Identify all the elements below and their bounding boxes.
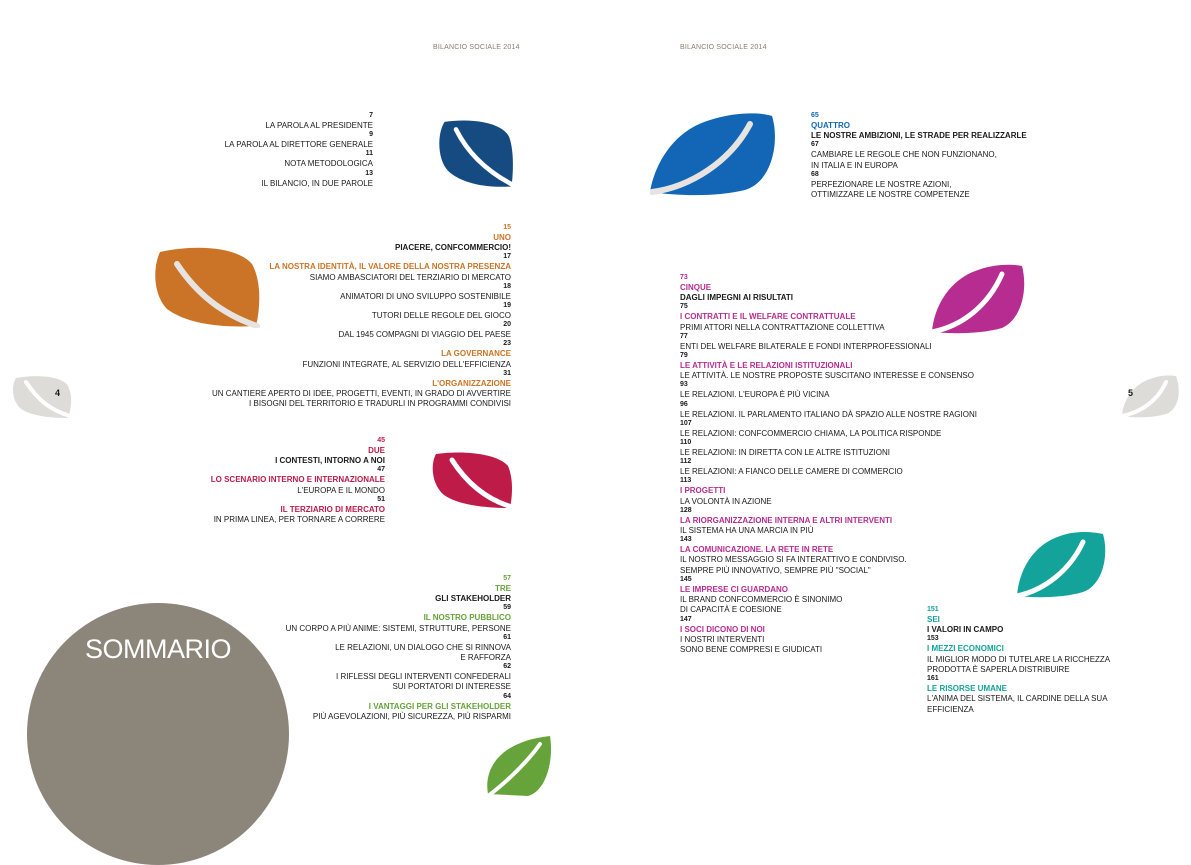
section-label: CINQUE [680, 282, 712, 292]
section-label: TRE [495, 583, 511, 593]
toc-page-number: 62 [503, 663, 511, 671]
toc-page-number: 93 [680, 381, 688, 389]
toc-entry: UN CORPO A PIÙ ANIME: SISTEMI, STRUTTURE, PERSONE [285, 623, 511, 633]
toc-subsection-title: LO SCENARIO INTERNO E INTERNAZIONALE [210, 475, 385, 485]
toc-entry: LE ATTIVITÀ. LE NOSTRE PROPOSTE SUSCITANO INTERESSE E CONSENSO [680, 371, 974, 381]
section-label: UNO [493, 232, 511, 242]
toc-due [211, 437, 385, 525]
toc-entry: IN PRIMA LINEA, PER TORNARE A CORRERE [213, 515, 385, 525]
toc-page-number: 20 [503, 321, 511, 329]
toc-page-number: 77 [680, 332, 688, 340]
section-title: LE NOSTRE AMBIZIONI, LE STRADE PER REALIZZARLE [811, 131, 1027, 141]
toc-subsection-title: I VANTAGGI PER GLI STAKEHOLDER [368, 701, 511, 711]
toc-entry: LE RELAZIONI: IN DIRETTA CON LE ALTRE ISTITUZIONI [680, 447, 890, 457]
toc-entry: DAL 1945 COMPAGNI DI VIAGGIO DEL PAESE [338, 330, 511, 340]
toc-page-number: 147 [680, 615, 692, 623]
toc-subsection-title: IL NOSTRO PUBBLICO [423, 613, 511, 623]
section-number: 151 [927, 606, 939, 613]
toc-page-number: 75 [680, 303, 688, 311]
toc-page-number: 96 [680, 400, 688, 408]
toc-entry: IL MIGLIOR MODO DI TUTELARE LA RICCHEZZA [927, 654, 1111, 664]
leaf-quattro-icon [650, 112, 778, 196]
toc-entry: LA VOLONTÀ IN AZIONE [680, 496, 772, 506]
toc-entry: EFFICIENZA [927, 704, 974, 714]
toc-entry: LE RELAZIONI: A FIANCO DELLE CAMERE DI COMMERCIO [680, 467, 903, 477]
toc-entry: LA PAROLA AL PRESIDENTE [265, 120, 373, 130]
toc-quattro [811, 112, 1027, 200]
running-header-right: BILANCIO SOCIALE 2014 [680, 44, 767, 51]
section-number: 65 [811, 112, 819, 119]
toc-page-number: 51 [377, 495, 385, 503]
toc-entry: E RAFFORZA [460, 653, 511, 663]
toc-entry: PIÙ AGEVOLAZIONI, PIÙ SICUREZZA, PIÙ RISPARMI [312, 711, 511, 721]
toc-tre [286, 575, 511, 722]
toc-entry: LA PAROLA AL DIRETTORE GENERALE [224, 140, 373, 150]
toc-subsection-title: LA COMUNICAZIONE. LA RETE IN RETE [680, 545, 834, 555]
toc-page-number: 143 [680, 536, 692, 544]
section-label: DUE [368, 445, 385, 455]
toc-page-number: 153 [927, 635, 939, 643]
sommario-title: SOMMARIO [85, 634, 232, 664]
toc-uno [212, 224, 511, 409]
toc-page-number: 110 [680, 439, 692, 447]
toc-entry: CAMBIARE LE REGOLE CHE NON FUNZIONANO, [811, 150, 997, 160]
section-title: DAGLI IMPEGNI AI RISULTATI [680, 293, 794, 303]
toc-sei [927, 606, 1110, 715]
toc-subsection-title: I MEZZI ECONOMICI [927, 644, 1004, 654]
toc-subsection-title: LA RIORGANIZZAZIONE INTERNA E ALTRI INTERVENTI [680, 515, 893, 525]
section-label: SEI [927, 614, 940, 624]
toc-entry: UN CANTIERE APERTO DI IDEE, PROGETTI, EVENTI, IN GRADO DI AVVERTIRE [211, 389, 511, 399]
toc-page-number: 17 [503, 253, 511, 261]
page-number-left: 4 [55, 388, 61, 398]
toc-entry: LE RELAZIONI: CONFCOMMERCIO CHIAMA, LA POLITICA RISPONDE [680, 428, 942, 438]
toc-page-number: 128 [680, 506, 692, 514]
toc-page-number: 18 [503, 282, 511, 290]
toc-entry: LE RELAZIONI. IL PARLAMENTO ITALIANO DÀ SPAZIO ALLE NOSTRE RAGIONI [680, 409, 977, 419]
leaf-page-left-icon [12, 374, 72, 418]
toc-page-number: 31 [503, 369, 511, 377]
toc-subsection-title: I PROGETTI [680, 486, 726, 496]
toc-entry: FUNZIONI INTEGRATE, AL SERVIZIO DELL'EFFICIENZA [302, 359, 511, 369]
toc-page-number: 64 [503, 692, 511, 700]
toc-subsection-title: LE ATTIVITÀ E LE RELAZIONI ISTITUZIONALI [680, 360, 853, 370]
toc-entry: PRIMI ATTORI NELLA CONTRATTAZIONE COLLETTIVA [680, 322, 885, 332]
toc-page-number: 161 [927, 675, 939, 683]
section-number: 73 [680, 274, 688, 281]
toc-page-number: 67 [811, 141, 819, 149]
toc-intro [225, 112, 373, 189]
toc-entry: IN ITALIA E IN EUROPA [811, 160, 898, 170]
toc-entry: I RIFLESSI DEGLI INTERVENTI CONFEDERALI [336, 672, 511, 682]
toc-page-number: 107 [680, 419, 692, 427]
toc-subsection-title: I CONTRATTI E IL WELFARE CONTRATTUALE [680, 312, 856, 322]
toc-entry: SIAMO AMBASCIATORI DEL TERZIARIO DI MERCATO [309, 272, 511, 282]
toc-page-number: 19 [503, 302, 511, 310]
toc-page-number: 47 [377, 466, 385, 474]
section-title: I CONTESTI, INTORNO A NOI [275, 456, 385, 466]
toc-entry: TUTORI DELLE REGOLE DEL GIOCO [371, 310, 511, 320]
toc-page-number: 11 [365, 150, 373, 158]
toc-entry: I NOSTRI INTERVENTI [680, 634, 765, 644]
toc-page-number: 23 [503, 340, 511, 348]
section-number: 15 [503, 224, 511, 231]
toc-entry: OTTIMIZZARE LE NOSTRE COMPETENZE [811, 190, 970, 200]
toc-entry: IL SISTEMA HA UNA MARCIA IN PIÙ [680, 526, 814, 535]
toc-page-number: 9 [369, 131, 373, 139]
toc-entry: IL BRAND CONFCOMMERCIO È SINONIMO [680, 595, 843, 605]
toc-entry: L'ANIMA DEL SISTEMA, IL CARDINE DELLA SUA [927, 694, 1108, 704]
toc-subsection-title: LA GOVERNANCE [441, 349, 511, 359]
toc-entry: SEMPRE PIÙ INNOVATIVO, SEMPRE PIÙ "SOCIAL" [680, 565, 871, 575]
section-title: PIACERE, CONFCOMMERCIO! [395, 243, 511, 253]
toc-page-number: 112 [680, 458, 692, 466]
section-title: GLI STAKEHOLDER [435, 594, 511, 604]
leaf-intro-icon [437, 118, 513, 188]
leaf-sei-icon [1015, 530, 1107, 600]
toc-entry: L'EUROPA E IL MONDO [297, 485, 385, 495]
toc-page-number: 145 [680, 575, 692, 583]
section-label: QUATTRO [811, 120, 850, 130]
toc-page-number: 68 [811, 170, 819, 178]
toc-subsection-title: LE RISORSE UMANE [927, 684, 1008, 694]
leaf-tre-icon [468, 736, 554, 796]
toc-entry: IL NOSTRO MESSAGGIO SI FA INTERATTIVO E CONDIVISO. [680, 555, 907, 565]
toc-subsection-title: I SOCI DICONO DI NOI [680, 624, 765, 634]
page-number-right: 5 [1128, 388, 1134, 398]
section-title: I VALORI IN CAMPO [927, 625, 1004, 635]
toc-entry: DI CAPACITÀ E COESIONE [680, 605, 782, 615]
toc-entry: SONO BENE COMPRESI E GIUDICATI [680, 644, 823, 654]
toc-page-number: 59 [503, 604, 511, 612]
toc-subsection-title: IL TERZIARIO DI MERCATO [280, 504, 385, 514]
toc-entry: IL BILANCIO, IN DUE PAROLE [261, 178, 373, 188]
toc-entry: PERFEZIONARE LE NOSTRE AZIONI, [811, 179, 952, 189]
toc-page-number: 7 [369, 112, 373, 119]
toc-entry: LE RELAZIONI, UN DIALOGO CHE SI RINNOVA [335, 642, 511, 652]
toc-entry: LE RELAZIONI. L'EUROPA È PIÙ VICINA [680, 390, 830, 400]
leaf-due-icon [430, 450, 512, 508]
toc-page-number: 13 [365, 169, 373, 177]
toc-entry: PRODOTTA È SAPERLA DISTRIBUIRE [927, 664, 1070, 674]
toc-entry: I BISOGNI DEL TERRITORIO E TRADURLI IN PROGRAMMI CONDIVISI [249, 399, 511, 409]
toc-entry: SUI PORTATORI DI INTERESSE [392, 682, 511, 692]
section-number: 57 [503, 575, 511, 582]
toc-entry: ENTI DEL WELFARE BILATERALE E FONDI INTERPROFESSIONALI [680, 341, 932, 351]
toc-subsection-title: LE IMPRESE CI GUARDANO [680, 584, 789, 594]
toc-page-number: 113 [680, 477, 692, 485]
toc-subsection-title: LA NOSTRA IDENTITÀ, IL VALORE DELLA NOSTRA PRESENZA [269, 262, 511, 272]
section-number: 45 [377, 437, 385, 444]
toc-page-number: 61 [503, 633, 511, 641]
toc-entry: NOTA METODOLOGICA [284, 159, 373, 169]
toc-subsection-title: L'ORGANIZZAZIONE [432, 378, 511, 388]
toc-page-number: 79 [680, 352, 688, 360]
toc-cinque [680, 274, 977, 655]
running-header-left: BILANCIO SOCIALE 2014 [433, 44, 520, 51]
toc-entry: ANIMATORI DI UNO SVILUPPO SOSTENIBILE [340, 291, 511, 301]
